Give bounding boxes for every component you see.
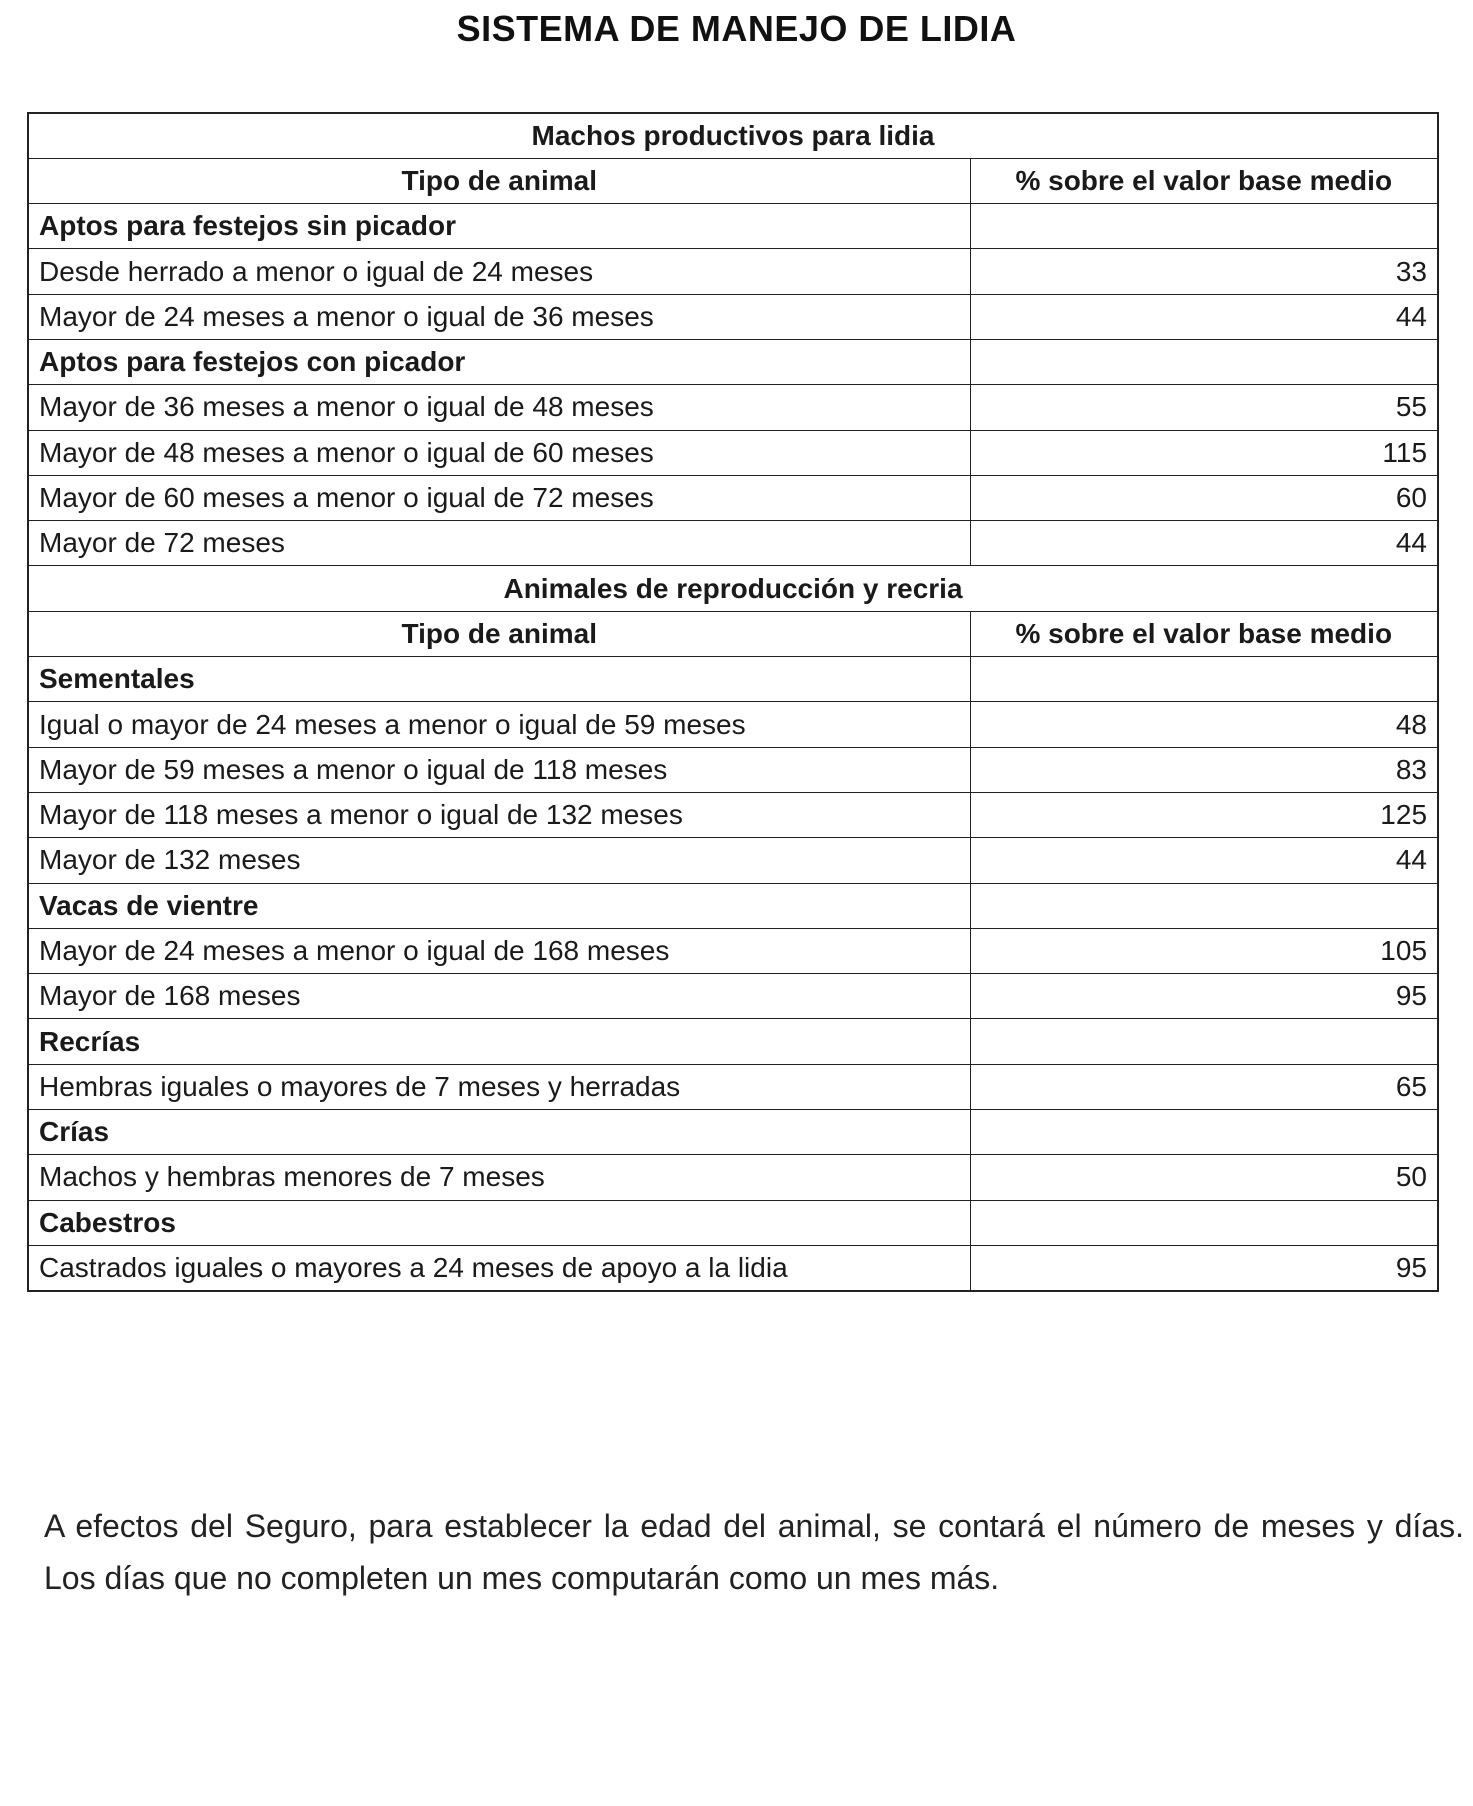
column-header-percent: % sobre el valor base medio: [970, 158, 1438, 203]
row-value: [970, 1200, 1438, 1245]
column-header-type: Tipo de animal: [28, 158, 970, 203]
row-label: Mayor de 24 meses a menor o igual de 168 meses: [28, 928, 970, 973]
group-label: Vacas de vientre: [28, 883, 970, 928]
section-heading: Animales de reproducción y recria: [28, 566, 1438, 611]
section-heading: Machos productivos para lidia: [28, 113, 1438, 158]
table-row: [28, 1064, 1438, 1109]
column-header-row: [28, 611, 1438, 656]
section-header-row: [28, 113, 1438, 158]
table-row: [28, 1110, 1438, 1155]
row-value: 60: [970, 475, 1438, 520]
table-row: [28, 475, 1438, 520]
row-value: 33: [970, 249, 1438, 294]
table-row: [28, 1200, 1438, 1245]
row-value: 50: [970, 1155, 1438, 1200]
table-row: [28, 792, 1438, 837]
table-row: [28, 385, 1438, 430]
row-value: 65: [970, 1064, 1438, 1109]
row-value: 44: [970, 294, 1438, 339]
row-label: Desde herrado a menor o igual de 24 meses: [28, 249, 970, 294]
row-value: 55: [970, 385, 1438, 430]
page-title: SISTEMA DE MANEJO DE LIDIA: [456, 8, 1017, 49]
row-label: Mayor de 168 meses: [28, 974, 970, 1019]
row-value: [970, 883, 1438, 928]
column-header-type: Tipo de animal: [28, 611, 970, 656]
table-row: [28, 974, 1438, 1019]
table-container: [27, 112, 1437, 1292]
row-label: Mayor de 48 meses a menor o igual de 60 meses: [28, 430, 970, 475]
row-label: Mayor de 59 meses a menor o igual de 118 meses: [28, 747, 970, 792]
group-label: Sementales: [28, 657, 970, 702]
row-label: Igual o mayor de 24 meses a menor o igual de 59 meses: [28, 702, 970, 747]
livestock-value-table: [27, 112, 1439, 1292]
group-label: Aptos para festejos sin picador: [28, 204, 970, 249]
table-row: [28, 928, 1438, 973]
footnote-paragraph: A efectos del Seguro, para establecer la edad del animal, se contará el número de meses y días. Los días que no completen un mes computarán como un mes más.: [44, 1508, 1464, 1596]
row-value: 105: [970, 928, 1438, 973]
group-label: Crías: [28, 1110, 970, 1155]
row-value: [970, 1110, 1438, 1155]
row-label: Machos y hembras menores de 7 meses: [28, 1155, 970, 1200]
table-row: [28, 747, 1438, 792]
row-value: 48: [970, 702, 1438, 747]
section-header-row: [28, 566, 1438, 611]
row-value: 125: [970, 792, 1438, 837]
row-value: [970, 339, 1438, 384]
row-label: Mayor de 132 meses: [28, 838, 970, 883]
row-label: Mayor de 118 meses a menor o igual de 132 meses: [28, 792, 970, 837]
column-header-row: [28, 158, 1438, 203]
row-value: 44: [970, 838, 1438, 883]
row-value: [970, 657, 1438, 702]
table-row: [28, 702, 1438, 747]
table-row: [28, 1245, 1438, 1290]
table-row: [28, 339, 1438, 384]
table-row: [28, 249, 1438, 294]
row-label: Mayor de 24 meses a menor o igual de 36 meses: [28, 294, 970, 339]
group-label: Cabestros: [28, 1200, 970, 1245]
row-value: [970, 204, 1438, 249]
row-label: Castrados iguales o mayores a 24 meses de apoyo a la lidia: [28, 1245, 970, 1290]
table-row: [28, 838, 1438, 883]
row-value: 44: [970, 521, 1438, 566]
table-row: [28, 1155, 1438, 1200]
row-value: 95: [970, 1245, 1438, 1290]
row-value: 83: [970, 747, 1438, 792]
row-value: 115: [970, 430, 1438, 475]
table-row: [28, 1019, 1438, 1064]
row-value: [970, 1019, 1438, 1064]
table-row: [28, 883, 1438, 928]
row-label: Hembras iguales o mayores de 7 meses y herradas: [28, 1064, 970, 1109]
table-row: [28, 430, 1438, 475]
table-row: [28, 657, 1438, 702]
row-label: Mayor de 72 meses: [28, 521, 970, 566]
column-header-percent: % sobre el valor base medio: [970, 611, 1438, 656]
group-label: Aptos para festejos con picador: [28, 339, 970, 384]
table-row: [28, 294, 1438, 339]
row-value: 95: [970, 974, 1438, 1019]
table-row: [28, 521, 1438, 566]
row-label: Mayor de 60 meses a menor o igual de 72 meses: [28, 475, 970, 520]
row-label: Mayor de 36 meses a menor o igual de 48 meses: [28, 385, 970, 430]
table-row: [28, 204, 1438, 249]
group-label: Recrías: [28, 1019, 970, 1064]
